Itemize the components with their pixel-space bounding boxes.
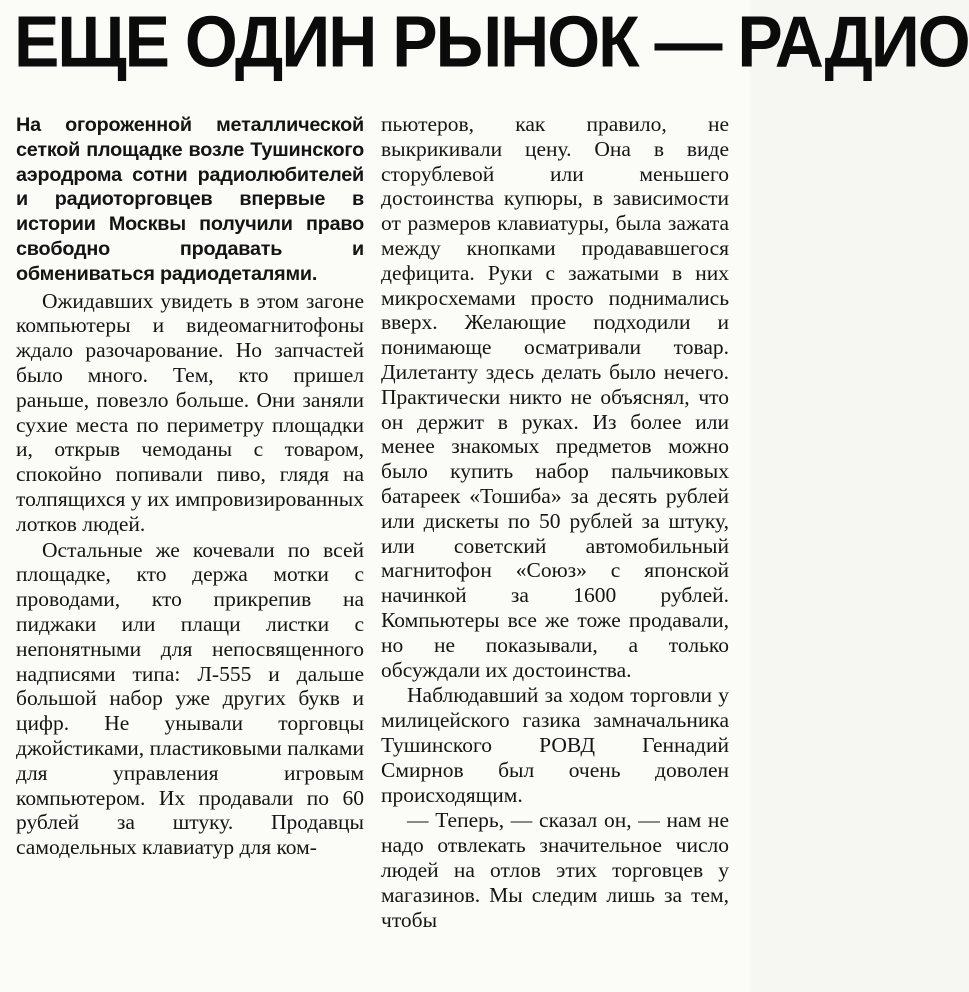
paragraph: Наблюдавший за ходом торговли у милицейского газика замначальника Тушинского РОВД Геннадий Смирнов был очень доволен происходящим. (381, 683, 729, 807)
paragraph: Ожидавших увидеть в этом загоне компьютеры и видеомагнитофоны ждало разочарование. Но запчастей было много. Тем, кто пришел раньше, повезло больше. Они заняли сухие места по периметру площадки и, открыв чемоданы с товаром, спокойно попивали пиво, глядя на толпящихся у их импровизированных лотков людей. (16, 288, 364, 536)
paragraph-quote: — Теперь, — сказал он, — нам не надо отвлекать значительное число людей на отлов этих торговцев у магазинов. Мы следим лишь за тем, чтобы (381, 808, 729, 932)
column-right (381, 112, 729, 932)
paragraph: Остальные же кочевали по всей площадке, кто держа мотки с проводами, кто прикрепив на пиджаки или плащи листки с непонятными для непосвященного надписями типа: Л-555 и дальше большой набор уже других букв и цифр. Не унывали торговцы джойстиками, пластиковыми палками для управления игровым компьютером. Их продавали по 60 рублей за штуку. Продавцы самодельных клавиатур для ком- (16, 537, 364, 860)
paragraph-continued: пьютеров, как правило, не выкрикивали цену. Она в виде сторублевой или меньшего достоинства купюры, в зависимости от размеров клавиатуры, была зажата между кнопками продававшегося дефицита. Руки с зажатыми в них микросхемами просто поднимались вверх. Желающие подходили и понимающе осматривали товар. Дилетанту здесь делать было нечего. Практически никто не объяснял, что он держит в руках. Из более или менее знакомых предметов можно было купить набор пальчиковых батареек «Тошиба» за десять рублей или дискеты по 50 рублей за штуку, или советский автомобильный магнитофон «Союз» с японской начинкой за 1600 рублей. Компьютеры все же тоже продавали, но не показывали, а только обсуждали их достоинства. (381, 112, 729, 682)
column-left (16, 113, 364, 860)
column-gutter (371, 112, 372, 972)
article-headline: ЕЩЕ ОДИН РЫНОК — РАДИО (14, 1, 969, 83)
article-lead: На огороженной металлической сеткой площадке возле Тушинского аэродрома сотни радиолюбителей и радиоторговцев впервые в истории Москвы получили право свободно продавать и обмениваться радиодеталями. (16, 114, 364, 285)
